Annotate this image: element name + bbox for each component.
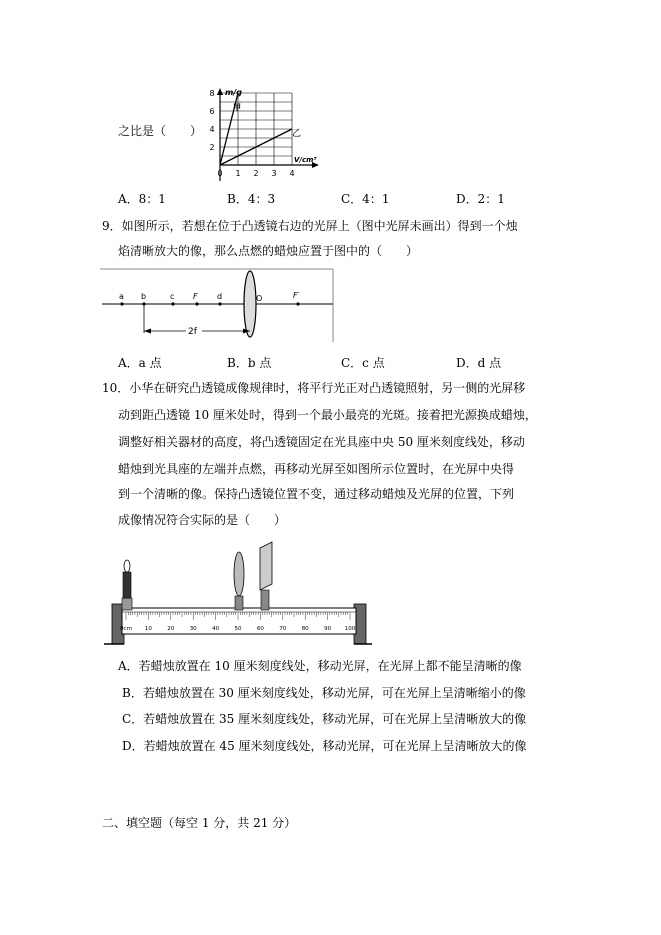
q10-line-4: 蜡烛到光具座的左端并点燃，再移动光屏至如图所示位置时，在光屏中央得	[118, 462, 515, 476]
q8-x-tick-label: 2	[253, 169, 259, 178]
q10-option-a: A．若蜡烛放置在 10 厘米刻度线处，移动光屏，在光屏上都不能呈清晰的像	[118, 659, 522, 673]
q10-scale-label: 100	[344, 626, 356, 632]
q8-mass-volume-graph	[200, 84, 325, 188]
q9-option-a: A．a 点	[118, 356, 162, 370]
q10-scale-label: 70	[279, 626, 287, 632]
q10-scale-label: 0cm	[120, 626, 132, 632]
section-2-heading: 二、填空题（每空 1 分，共 21 分）	[102, 816, 297, 830]
q8-x-tick-label: 4	[289, 169, 295, 178]
q10-scale-label: 80	[301, 626, 309, 632]
q8-y-tick-label: 6	[209, 107, 215, 116]
q10-scale-label: 60	[256, 626, 264, 632]
q9-option-d: D．d 点	[456, 356, 502, 370]
q9-point-f-dot	[195, 302, 198, 305]
q8-line1-label: 甲	[233, 103, 241, 112]
q10-line-1: 10．小华在研究凸透镜成像规律时，将平行光正对凸透镜照射，另一侧的光屏移	[102, 381, 526, 395]
q8-y-axis-label: m/g	[225, 88, 242, 97]
q8-x-tick-label: 3	[271, 169, 277, 178]
q8-y-tick-labels	[209, 89, 214, 152]
q10-scale-label: 50	[234, 626, 242, 632]
q9-label-f-prime: F′	[293, 291, 300, 300]
q9-line-1: 9．如图所示，若想在位于凸透镜右边的光屏上（图中光屏未画出）得到一个烛	[102, 219, 518, 233]
q9-point-d-dot	[218, 302, 221, 305]
q9-label-b: b	[141, 292, 147, 301]
q9-convex-lens	[244, 271, 256, 337]
q9-lens-diagram	[100, 268, 335, 350]
q9-label-f: F	[193, 292, 198, 301]
q8-line2-label: 乙	[292, 129, 302, 139]
q10-screen	[260, 542, 272, 610]
q9-point-f-prime-dot	[296, 302, 299, 305]
q10-scale-label: 90	[324, 626, 332, 632]
q10-lens-body	[234, 552, 244, 596]
q9-option-b: B．b 点	[227, 356, 272, 370]
q8-option-a: A．8：1	[118, 192, 166, 206]
q8-y-tick-label: 8	[209, 89, 215, 98]
q9-2f-arrow-left	[144, 329, 151, 334]
q9-point-a-dot	[120, 302, 123, 305]
q8-option-b: B．4：3	[227, 192, 276, 206]
q10-scale-label: 40	[212, 626, 220, 632]
q8-grid	[220, 93, 292, 165]
q10-candle	[122, 560, 132, 610]
q10-candle-holder	[122, 598, 132, 610]
q8-option-d: D．2：1	[456, 192, 505, 206]
q10-line-5: 到一个清晰的像。保持凸透镜位置不变，通过移动蜡烛及光屏的位置，下列	[118, 487, 515, 501]
q8-y-tick-label: 4	[209, 125, 215, 134]
q10-option-b: B．若蜡烛放置在 30 厘米刻度线处，移动光屏，可在光屏上呈清晰缩小的像	[122, 686, 526, 700]
q10-scale-label: 10	[144, 626, 152, 632]
q10-option-d: D．若蜡烛放置在 45 厘米刻度线处，移动光屏，可在光屏上呈清晰放大的像	[122, 739, 527, 753]
q10-line-3: 调整好相关器材的高度，将凸透镜固定在光具座中央 50 厘米刻度线处，移动	[118, 435, 525, 449]
q8-x-axis-label: V/cm³	[294, 156, 317, 164]
q10-option-c: C．若蜡烛放置在 35 厘米刻度线处，移动光屏，可在光屏上呈清晰放大的像	[122, 712, 527, 726]
q9-line-2: 焰清晰放大的像，那么点燃的蜡烛应置于图中的（ ）	[118, 244, 419, 258]
q8-x-tick-label: 1	[235, 169, 241, 178]
q9-2f-label: 2f	[188, 327, 197, 337]
q9-label-o: O	[256, 294, 263, 303]
q8-stem-tail: 之比是（ ）	[118, 124, 203, 138]
q10-scale-label: 30	[189, 626, 197, 632]
q10-line-6: 成像情况符合实际的是（ ）	[118, 513, 287, 527]
q8-y-tick-label: 2	[209, 143, 215, 152]
q10-candle-body	[123, 572, 131, 598]
q10-screen-panel	[260, 542, 272, 590]
q9-label-c: c	[170, 292, 175, 301]
q10-optical-bench-figure	[100, 540, 378, 652]
q8-x-tick-labels	[217, 169, 294, 178]
q10-scale-label: 20	[167, 626, 175, 632]
q10-lens	[234, 552, 244, 610]
q9-point-c-dot	[171, 302, 174, 305]
q8-y-axis-arrow	[217, 88, 223, 95]
q8-option-c: C．4：1	[341, 192, 390, 206]
q10-screen-holder	[261, 590, 269, 610]
q8-x-tick-label: 0	[217, 169, 223, 178]
q10-line-2: 动到距凸透镜 10 厘米处时，得到一个最小最亮的光斑。接着把光源换成蜡烛，	[118, 408, 537, 422]
q9-option-c: C．c 点	[341, 356, 385, 370]
q9-label-a: a	[119, 292, 124, 301]
q9-label-d: d	[217, 292, 223, 301]
q10-lens-holder	[235, 596, 243, 610]
q10-candle-flame	[124, 560, 130, 572]
